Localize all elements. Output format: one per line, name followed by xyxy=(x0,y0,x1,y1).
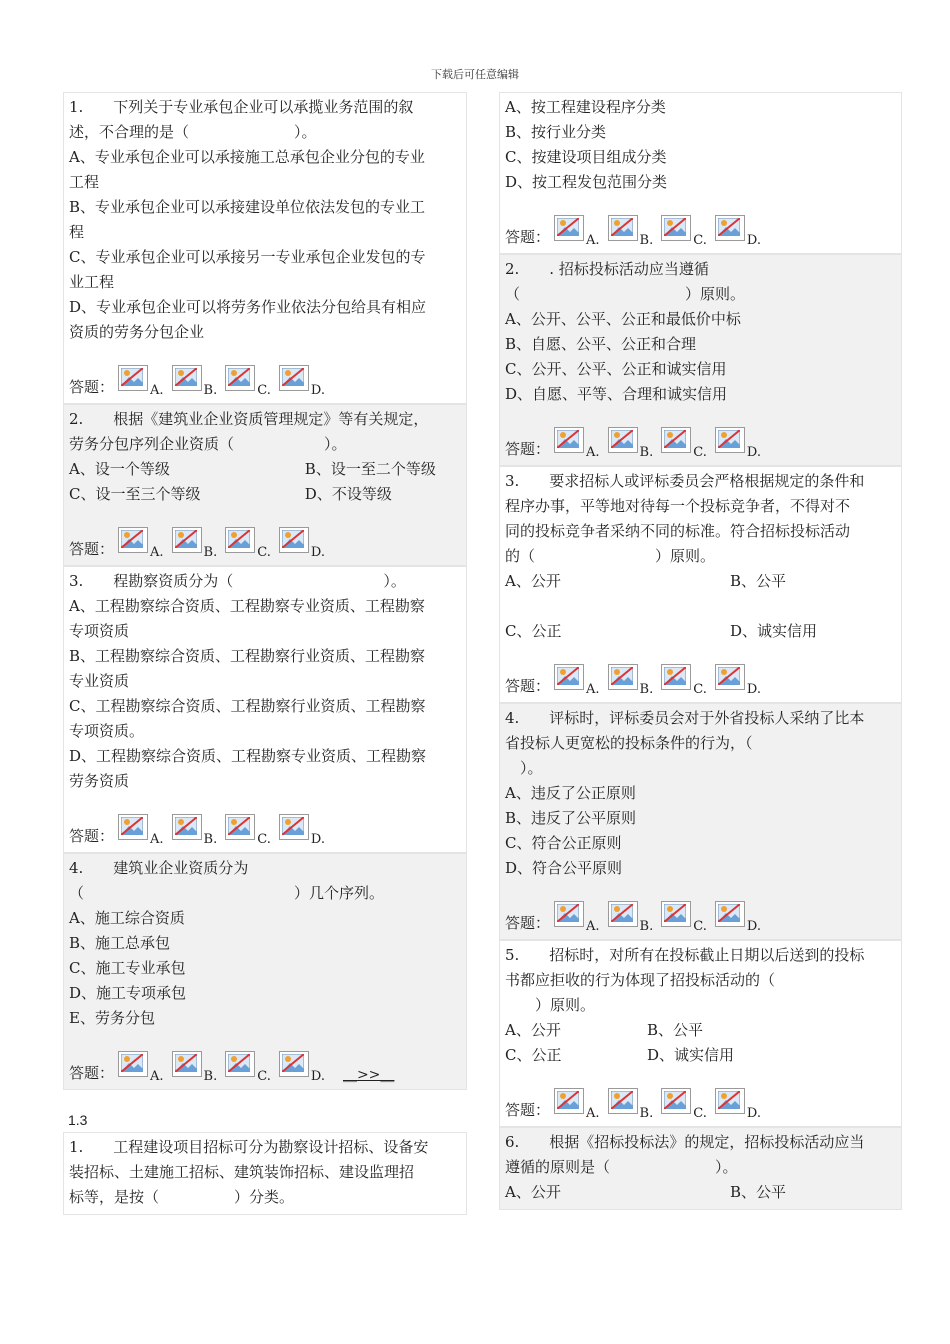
option-text: B、公平 xyxy=(730,1183,787,1201)
question-text: 装招标、土建施工招标、建筑装饰招标、建设监理招 xyxy=(69,1163,415,1181)
answer-row xyxy=(505,658,897,698)
option-row xyxy=(505,1180,897,1205)
option-row xyxy=(505,1043,897,1068)
next-link[interactable]: __>>__ xyxy=(342,1067,395,1083)
question-text: 3. 要求招标人或评标委员会严格根据规定的条件和 xyxy=(505,472,865,490)
answer-letter: D. xyxy=(746,445,761,460)
answer-letter: D. xyxy=(310,383,325,398)
question-block xyxy=(499,466,902,703)
question-text: B、按行业分类 xyxy=(505,123,607,141)
answer-row xyxy=(505,895,897,935)
broken-image-icon xyxy=(172,527,202,553)
broken-image-icon xyxy=(225,814,255,840)
answer-letter: C. xyxy=(257,832,271,847)
answer-option[interactable] xyxy=(279,527,325,561)
broken-image-icon xyxy=(554,1088,584,1114)
question-text: C、施工专业承包 xyxy=(69,959,186,977)
question-text: 4. 建筑业企业资质分为 xyxy=(69,859,249,877)
answer-letter: A. xyxy=(586,445,600,460)
question-block xyxy=(499,703,902,940)
option-text: C、公正 xyxy=(505,1046,562,1064)
question-text: D、符合公平原则 xyxy=(505,859,623,877)
question-text: 同的投标竞争者采纳不同的标准。符合招标投标活动 xyxy=(505,522,851,540)
question-text: A、专业承包企业可以承接施工总承包企业分包的专业 xyxy=(69,148,425,166)
answer-option[interactable] xyxy=(279,814,325,848)
answer-option[interactable] xyxy=(225,814,271,848)
option-row xyxy=(69,457,462,482)
question-text: D、按工程发包范围分类 xyxy=(505,173,668,191)
broken-image-icon xyxy=(661,427,691,453)
broken-image-icon xyxy=(715,1088,745,1114)
question-text: 劳务分包序列企业资质（ ）。 xyxy=(69,435,347,453)
question-text: 1. 下列关于专业承包企业可以承揽业务范围的叙 xyxy=(69,98,414,116)
question-text: B、施工总承包 xyxy=(69,934,171,952)
broken-image-icon xyxy=(225,527,255,553)
answer-letter: C. xyxy=(257,1069,271,1084)
answer-option[interactable] xyxy=(554,427,600,461)
broken-image-icon xyxy=(118,1051,148,1077)
answer-label: 答题： xyxy=(69,1064,115,1082)
question-text: C、工程勘察综合资质、工程勘察行业资质、工程勘察 xyxy=(69,697,426,715)
answer-option[interactable] xyxy=(608,664,654,698)
option-row xyxy=(505,619,897,644)
answer-label: 答题： xyxy=(505,1101,551,1119)
question-text: B、专业承包企业可以承接建设单位依法发包的专业工 xyxy=(69,198,426,216)
question-text: 述，不合理的是（ ）。 xyxy=(69,123,317,141)
answer-letter: B. xyxy=(203,1069,218,1084)
answer-option[interactable] xyxy=(608,901,654,935)
question-text: 工程 xyxy=(69,173,100,191)
broken-image-icon xyxy=(172,365,202,391)
answer-letter: A. xyxy=(150,383,164,398)
answer-row xyxy=(505,421,897,461)
answer-label: 答题： xyxy=(69,827,115,845)
broken-image-icon xyxy=(608,215,638,241)
question-text: 程序办事，平等地对待每一个投标竞争者，不得对不 xyxy=(505,497,851,515)
question-text: 2. . 招标投标活动应当遵循 xyxy=(505,260,709,278)
answer-row xyxy=(69,808,462,848)
option-text: A、公开 xyxy=(505,1021,561,1039)
question-text: A、公开、公平、公正和最低价中标 xyxy=(505,310,741,328)
broken-image-icon xyxy=(172,814,202,840)
option-row xyxy=(505,1018,897,1043)
answer-letter: D. xyxy=(310,832,325,847)
answer-option[interactable] xyxy=(118,527,164,561)
broken-image-icon xyxy=(715,901,745,927)
answer-letter: B. xyxy=(639,1106,654,1121)
broken-image-icon xyxy=(661,1088,691,1114)
answer-letter: A. xyxy=(586,233,600,248)
broken-image-icon xyxy=(608,1088,638,1114)
broken-image-icon xyxy=(715,215,745,241)
question-text: 5. 招标时，对所有在投标截止日期以后送到的投标 xyxy=(505,946,865,964)
broken-image-icon xyxy=(279,365,309,391)
answer-option[interactable] xyxy=(661,1088,707,1122)
answer-option[interactable] xyxy=(554,664,600,698)
broken-image-icon xyxy=(715,427,745,453)
question-text: 劳务资质 xyxy=(69,772,130,790)
option-text: A、设一个等级 xyxy=(69,460,170,478)
option-row xyxy=(69,482,462,507)
option-text: C、设一至三个等级 xyxy=(69,485,201,503)
broken-image-icon xyxy=(608,664,638,690)
broken-image-icon xyxy=(225,1051,255,1077)
answer-option[interactable] xyxy=(172,814,218,848)
answer-letter: D. xyxy=(746,919,761,934)
answer-letter: B. xyxy=(639,682,654,697)
option-text: C、公正 xyxy=(505,622,562,640)
question-block xyxy=(63,1132,467,1215)
broken-image-icon xyxy=(661,664,691,690)
answer-letter: D. xyxy=(746,682,761,697)
answer-letter: B. xyxy=(203,545,218,560)
answer-label: 答题： xyxy=(505,228,551,246)
question-text: B、违反了公平原则 xyxy=(505,809,637,827)
answer-letter: A. xyxy=(586,1106,600,1121)
answer-option[interactable] xyxy=(279,1051,325,1085)
question-text: A、违反了公正原则 xyxy=(505,784,636,802)
question-text: 专业资质 xyxy=(69,672,130,690)
broken-image-icon xyxy=(608,427,638,453)
answer-option[interactable] xyxy=(608,1088,654,1122)
answer-letter: A. xyxy=(150,1069,164,1084)
option-row xyxy=(505,569,897,594)
option-text: B、设一至二个等级 xyxy=(304,460,436,478)
question-text: D、专业承包企业可以将劳务作业依法分包给具有相应 xyxy=(69,298,427,316)
question-text: 程 xyxy=(69,223,85,241)
answer-label: 答题： xyxy=(69,540,115,558)
answer-label: 答题： xyxy=(505,677,551,695)
question-text: D、施工专项承包 xyxy=(69,984,187,1002)
question-text: 专项资质。 xyxy=(69,722,145,740)
answer-label: 答题： xyxy=(69,378,115,396)
broken-image-icon xyxy=(279,527,309,553)
answer-option[interactable] xyxy=(715,901,761,935)
option-text: A、公开 xyxy=(505,572,561,590)
broken-image-icon xyxy=(715,664,745,690)
answer-letter: A. xyxy=(150,832,164,847)
answer-option[interactable] xyxy=(172,527,218,561)
answer-letter: B. xyxy=(639,233,654,248)
answer-option[interactable] xyxy=(554,215,600,249)
question-text: A、工程勘察综合资质、工程勘察专业资质、工程勘察 xyxy=(69,597,425,615)
right-column xyxy=(499,92,902,1210)
option-text: D、诚实信用 xyxy=(647,1046,735,1064)
answer-letter: B. xyxy=(639,445,654,460)
question-block xyxy=(499,254,902,466)
question-text: 4. 评标时，评标委员会对于外省投标人采纳了比本 xyxy=(505,709,865,727)
answer-row xyxy=(505,209,897,249)
answer-letter: D. xyxy=(746,1106,761,1121)
question-text: B、工程勘察综合资质、工程勘察行业资质、工程勘察 xyxy=(69,647,426,665)
answer-option[interactable] xyxy=(661,664,707,698)
option-row xyxy=(505,594,897,619)
answer-letter: A. xyxy=(586,919,600,934)
question-text: ）原则。 xyxy=(505,996,596,1014)
answer-letter: C. xyxy=(257,383,271,398)
answer-option[interactable] xyxy=(279,365,325,399)
option-text xyxy=(730,594,890,619)
option-text: A、公开 xyxy=(505,1183,561,1201)
question-block xyxy=(63,566,467,853)
answer-option[interactable] xyxy=(554,1088,600,1122)
option-text: B、公平 xyxy=(647,1021,704,1039)
answer-letter: A. xyxy=(150,545,164,560)
answer-option[interactable] xyxy=(172,1051,218,1085)
broken-image-icon xyxy=(118,527,148,553)
broken-image-icon xyxy=(225,365,255,391)
answer-letter: C. xyxy=(693,445,707,460)
answer-option[interactable] xyxy=(225,365,271,399)
answer-label: 答题： xyxy=(505,914,551,932)
broken-image-icon xyxy=(661,215,691,241)
option-text xyxy=(505,594,730,619)
page-header: 下载后可任意编辑 xyxy=(431,68,519,81)
answer-option[interactable] xyxy=(225,527,271,561)
question-text: 3. 程勘察资质分为（ ）。 xyxy=(69,572,406,590)
question-block xyxy=(499,1127,902,1210)
answer-option[interactable] xyxy=(608,215,654,249)
answer-option[interactable] xyxy=(225,1051,271,1085)
section-heading: 1.3 xyxy=(68,1112,88,1128)
answer-option[interactable] xyxy=(554,901,600,935)
answer-option[interactable] xyxy=(172,365,218,399)
question-text: 业工程 xyxy=(69,273,115,291)
option-text: B、公平 xyxy=(730,572,787,590)
question-block xyxy=(499,940,902,1127)
question-block xyxy=(63,92,467,404)
broken-image-icon xyxy=(118,365,148,391)
question-text: 标等，是按（ ）分类。 xyxy=(69,1188,295,1206)
question-block xyxy=(499,92,902,254)
question-text: D、工程勘察综合资质、工程勘察专业资质、工程勘察 xyxy=(69,747,427,765)
question-text: （ ）几个序列。 xyxy=(69,884,385,902)
broken-image-icon xyxy=(279,1051,309,1077)
answer-option[interactable] xyxy=(715,427,761,461)
answer-letter: C. xyxy=(693,919,707,934)
question-text: C、公开、公平、公正和诚实信用 xyxy=(505,360,727,378)
question-text: 1. 工程建设项目招标可分为勘察设计招标、设备安 xyxy=(69,1138,429,1156)
broken-image-icon xyxy=(172,1051,202,1077)
broken-image-icon xyxy=(118,814,148,840)
answer-letter: C. xyxy=(693,682,707,697)
answer-letter: B. xyxy=(203,832,218,847)
answer-option[interactable] xyxy=(118,1051,164,1085)
question-block xyxy=(63,853,467,1090)
answer-letter: D. xyxy=(746,233,761,248)
broken-image-icon xyxy=(554,901,584,927)
question-text: A、施工综合资质 xyxy=(69,909,185,927)
question-text: 2. 根据《建筑业企业资质管理规定》等有关规定， xyxy=(69,410,429,428)
answer-letter: A. xyxy=(586,682,600,697)
question-text: E、劳务分包 xyxy=(69,1009,155,1027)
broken-image-icon xyxy=(279,814,309,840)
answer-option[interactable] xyxy=(661,427,707,461)
broken-image-icon xyxy=(608,901,638,927)
question-text: ）。 xyxy=(505,759,543,777)
answer-row xyxy=(69,359,462,399)
answer-row xyxy=(505,1082,897,1122)
option-text: D、诚实信用 xyxy=(730,622,818,640)
answer-label: 答题： xyxy=(505,440,551,458)
answer-option[interactable] xyxy=(608,427,654,461)
question-text: C、符合公正原则 xyxy=(505,834,622,852)
question-text: 专项资质 xyxy=(69,622,130,640)
question-text: D、自愿、平等、合理和诚实信用 xyxy=(505,385,728,403)
answer-letter: B. xyxy=(639,919,654,934)
question-text: 6. 根据《招标投标法》的规定，招标投标活动应当 xyxy=(505,1133,865,1151)
answer-option[interactable] xyxy=(715,1088,761,1122)
answer-option[interactable] xyxy=(661,901,707,935)
answer-letter: C. xyxy=(257,545,271,560)
question-text: 书都应拒收的行为体现了招投标活动的（ xyxy=(505,971,776,989)
answer-letter: C. xyxy=(693,1106,707,1121)
question-text: 遵循的原则是（ ）。 xyxy=(505,1158,738,1176)
broken-image-icon xyxy=(554,215,584,241)
left-column xyxy=(63,92,467,1215)
answer-option[interactable] xyxy=(118,365,164,399)
answer-row xyxy=(69,521,462,561)
answer-letter: D. xyxy=(310,545,325,560)
answer-option[interactable] xyxy=(715,664,761,698)
question-block xyxy=(63,404,467,566)
question-text: 的（ ）原则。 xyxy=(505,547,716,565)
answer-option[interactable] xyxy=(661,215,707,249)
question-text: C、专业承包企业可以承接另一专业承包企业发包的专 xyxy=(69,248,426,266)
option-text: D、不设等级 xyxy=(304,485,392,503)
question-text: B、自愿、公平、公正和合理 xyxy=(505,335,697,353)
question-text: C、按建设项目组成分类 xyxy=(505,148,667,166)
answer-option[interactable] xyxy=(715,215,761,249)
question-text: 资质的劳务分包企业 xyxy=(69,323,205,341)
question-text: 省投标人更宽松的投标条件的行为，（ xyxy=(505,734,753,752)
answer-letter: C. xyxy=(693,233,707,248)
broken-image-icon xyxy=(554,427,584,453)
answer-row xyxy=(69,1045,462,1085)
broken-image-icon xyxy=(554,664,584,690)
question-text: A、按工程建设程序分类 xyxy=(505,98,666,116)
broken-image-icon xyxy=(661,901,691,927)
question-text: （ ）原则。 xyxy=(505,285,746,303)
answer-letter: B. xyxy=(203,383,218,398)
answer-letter: D. xyxy=(310,1069,325,1084)
answer-option[interactable] xyxy=(118,814,164,848)
